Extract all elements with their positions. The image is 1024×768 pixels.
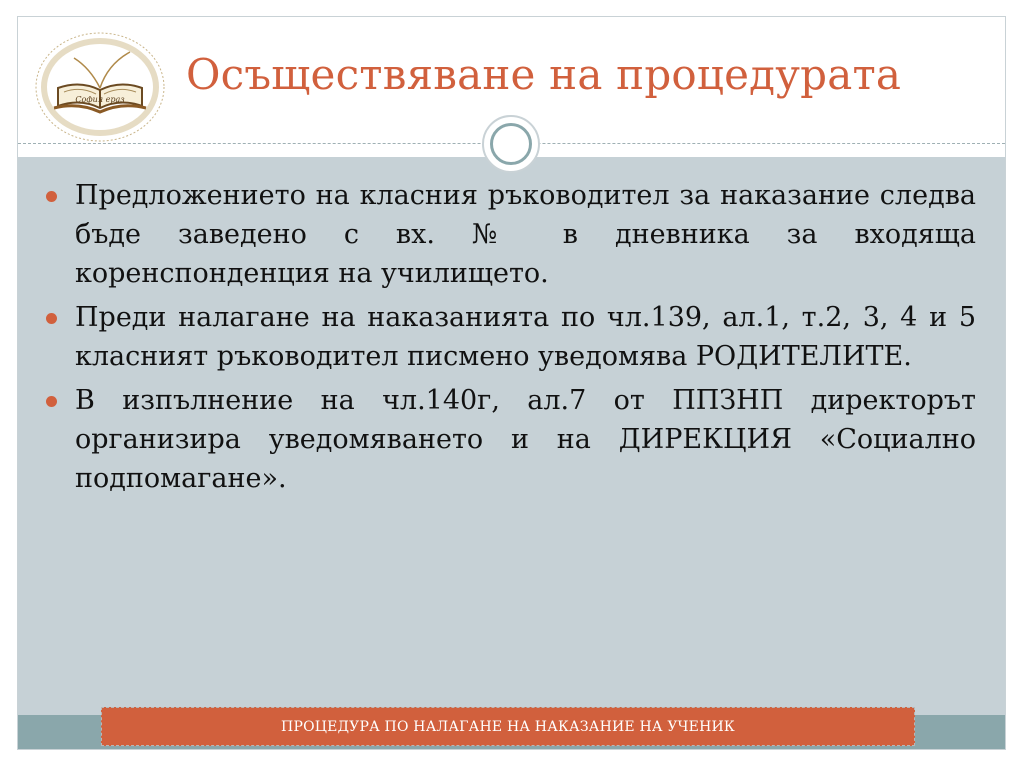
- bullet-text: Предложението на класния ръководител за наказание следва бъде заведено с вх. № в дневника за входяща коренспонденция на училището.: [75, 180, 976, 289]
- bullet-dot-icon: [46, 313, 57, 324]
- logo-caption: София ераз: [75, 95, 125, 104]
- bullet-item: [44, 381, 976, 498]
- footer-text: ПРОЦЕДУРА ПО НАЛАГАНЕ НА НАКАЗАНИЕ НА УЧЕНИК: [281, 718, 735, 735]
- bullet-item: [44, 298, 976, 376]
- bullet-dot-icon: [46, 396, 57, 407]
- school-logo: [30, 28, 170, 146]
- bullet-dot-icon: [46, 191, 57, 202]
- slide-title: Осъществяване на процедурата: [186, 50, 902, 99]
- circle-ornament-icon: [482, 115, 540, 173]
- footer-bar: [101, 707, 915, 746]
- book-logo-icon: [30, 28, 170, 146]
- bullet-item: [44, 176, 976, 293]
- bullet-list: [44, 176, 976, 503]
- bullet-text: В изпълнение на чл.140г, ал.7 от ППЗНП директорът организира уведомяването и на ДИРЕКЦИЯ «Социално подпомагане».: [75, 385, 976, 494]
- bullet-text: Преди налагане на наказанията по чл.139, ал.1, т.2, 3, 4 и 5 класният ръководител писмено уведомява РОДИТЕЛИТЕ.: [75, 302, 976, 372]
